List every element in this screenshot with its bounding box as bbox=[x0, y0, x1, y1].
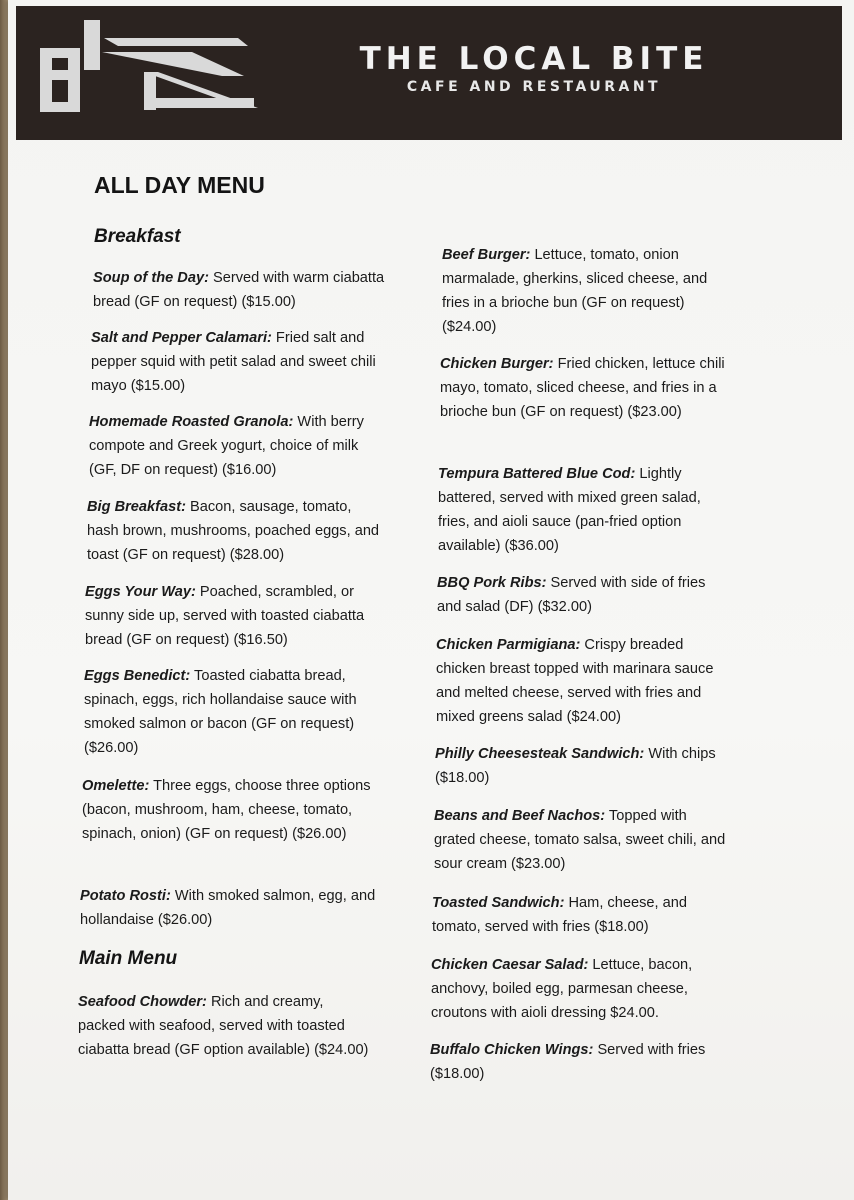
menu-item-name: Soup of the Day: bbox=[93, 270, 209, 286]
menu-item-desc: Fried salt and pepper squid with petit salad and sweet chili mayo ($15.00) bbox=[91, 330, 376, 394]
menu-item-name: Big Breakfast: bbox=[87, 499, 186, 515]
menu-item bbox=[432, 891, 728, 939]
menu-item-name: Beans and Beef Nachos: bbox=[434, 808, 606, 824]
menu-item-name: Eggs Your Way: bbox=[85, 584, 196, 600]
menu-item-name: Chicken Burger: bbox=[440, 356, 554, 372]
menu-item bbox=[440, 352, 736, 424]
menu-item bbox=[82, 774, 378, 846]
menu-item bbox=[80, 884, 376, 932]
menu-item bbox=[438, 462, 734, 558]
menu-item bbox=[431, 953, 727, 1025]
menu-item-name: Homemade Roasted Granola: bbox=[89, 414, 294, 430]
menu-item-name: Toasted Sandwich: bbox=[432, 895, 565, 911]
menu-item-desc: Lightly battered, served with mixed green salad, fries, and aioli sauce (pan-fried option available) ($36.00) bbox=[438, 466, 701, 554]
header-banner bbox=[16, 6, 842, 140]
menu-item-name: Buffalo Chicken Wings: bbox=[430, 1042, 594, 1058]
menu-item bbox=[430, 1038, 726, 1086]
menu-item bbox=[89, 410, 385, 482]
menu-item bbox=[442, 243, 738, 339]
menu-item bbox=[91, 326, 387, 398]
menu-item bbox=[435, 742, 731, 790]
menu-item-desc: With berry compote and Greek yogurt, choice of milk (GF, DF on request) ($16.00) bbox=[89, 414, 364, 478]
page-title: ALL DAY MENU bbox=[94, 172, 265, 198]
menu-item bbox=[93, 266, 389, 314]
menu-item-desc: Toasted ciabatta bread, spinach, eggs, rich hollandaise sauce with smoked salmon or bacon (GF on request) ($26.00) bbox=[84, 668, 357, 756]
menu-item-desc: With chips ($18.00) bbox=[435, 746, 716, 786]
menu-item bbox=[85, 580, 381, 652]
restaurant-logo bbox=[38, 14, 268, 118]
menu-item-desc: Ham, cheese, and tomato, served with fries ($18.00) bbox=[432, 895, 687, 935]
menu-item-name: BBQ Pork Ribs: bbox=[437, 575, 547, 591]
menu-item bbox=[437, 571, 733, 619]
section-title-main-menu: Main Menu bbox=[79, 948, 178, 969]
menu-item-desc: Fried chicken, lettuce chili mayo, tomato, sliced cheese, and fries in a brioche bun (GF on request) ($23.00) bbox=[440, 356, 725, 420]
menu-item-name: Tempura Battered Blue Cod: bbox=[438, 466, 636, 482]
menu-item-desc: Poached, scrambled, or sunny side up, served with toasted ciabatta bread (GF on request) ($16.50) bbox=[85, 584, 365, 648]
menu-item-desc: Three eggs, choose three options (bacon, mushroom, ham, cheese, tomato, spinach, onion) (GF on request) ($26.00) bbox=[82, 778, 371, 842]
menu-item-desc: Lettuce, bacon, anchovy, boiled egg, parmesan cheese, croutons with aioli dressing $24.00. bbox=[431, 957, 693, 1021]
menu-item-desc: Topped with grated cheese, tomato salsa, sweet chili, and sour cream ($23.00) bbox=[434, 808, 726, 872]
menu-item-name: Eggs Benedict: bbox=[84, 668, 191, 684]
menu-item-desc: Served with warm ciabatta bread (GF on request) ($15.00) bbox=[93, 270, 385, 310]
menu-item bbox=[434, 804, 730, 876]
menu-item-name: Chicken Caesar Salad: bbox=[431, 957, 589, 973]
restaurant-subtitle: CAFE AND RESTAURANT bbox=[406, 79, 662, 95]
restaurant-name: THE LOCAL BITE bbox=[359, 41, 709, 77]
menu-item bbox=[436, 633, 732, 729]
menu-item bbox=[87, 495, 383, 567]
menu-item-desc: Served with side of fries and salad (DF) ($32.00) bbox=[437, 575, 706, 615]
menu-item bbox=[78, 990, 374, 1062]
menu-item-desc: Crispy breaded chicken breast topped with marinara sauce and melted cheese, served with fries and mixed greens salad ($24.00) bbox=[436, 637, 714, 725]
menu-item-desc: Lettuce, tomato, onion marmalade, gherkins, sliced cheese, and fries in a brioche bun (GF on request) ($24.00) bbox=[442, 247, 708, 335]
menu-item-desc: With smoked salmon, egg, and hollandaise ($26.00) bbox=[80, 888, 376, 928]
menu-item-name: Omelette: bbox=[82, 778, 150, 794]
menu-item-desc: Bacon, sausage, tomato, hash brown, mushrooms, poached eggs, and toast (GF on request) ($28.00) bbox=[87, 499, 380, 563]
menu-item-name: Seafood Chowder: bbox=[78, 994, 207, 1010]
menu-item-name: Salt and Pepper Calamari: bbox=[91, 330, 272, 346]
menu-item-name: Potato Rosti: bbox=[80, 888, 171, 904]
menu-item-name: Chicken Parmigiana: bbox=[436, 637, 581, 653]
menu-item-desc: Served with fries ($18.00) bbox=[430, 1042, 706, 1082]
menu-item-desc: Rich and creamy, packed with seafood, served with toasted ciabatta bread (GF option available) ($24.00) bbox=[78, 994, 369, 1058]
menu-item-name: Philly Cheesesteak Sandwich: bbox=[435, 746, 645, 762]
menu-item bbox=[84, 664, 380, 760]
menu-item-name: Beef Burger: bbox=[442, 247, 531, 263]
section-title-breakfast: Breakfast bbox=[94, 226, 181, 247]
